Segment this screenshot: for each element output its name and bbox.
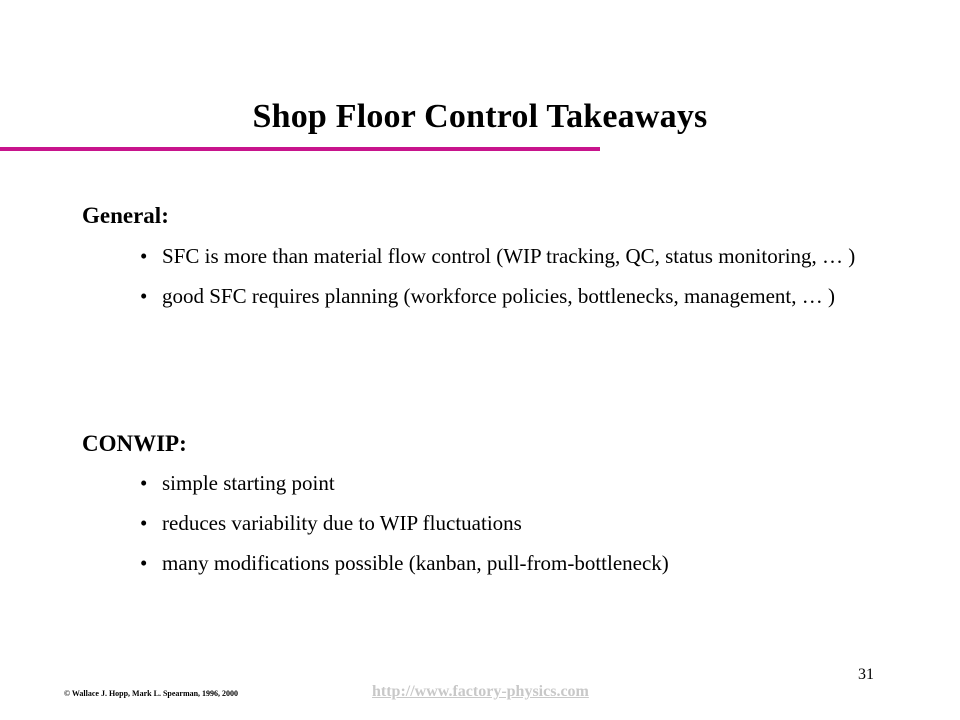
- list-item: [140, 242, 900, 270]
- title-underline: [0, 147, 600, 151]
- slide-title: Shop Floor Control Takeaways: [252, 98, 708, 135]
- bullet-icon: •: [140, 551, 148, 575]
- section-heading-general: General:: [82, 203, 169, 228]
- bullet-text: SFC is more than material flow control (WIP tracking, QC, status monitoring, … ): [162, 244, 856, 268]
- bullet-list-general: [140, 242, 900, 322]
- page-number: 31: [858, 666, 874, 683]
- list-item: [140, 282, 900, 310]
- section-heading-conwip: CONWIP:: [82, 431, 187, 456]
- bullet-icon: •: [140, 471, 148, 495]
- list-item: [140, 469, 900, 497]
- list-item: [140, 509, 900, 537]
- bullet-text: good SFC requires planning (workforce policies, bottlenecks, management, … ): [162, 284, 836, 308]
- factory-physics-link[interactable]: http://www.factory-physics.com: [372, 683, 589, 700]
- bullet-icon: •: [140, 511, 148, 535]
- bullet-text: simple starting point: [162, 471, 335, 495]
- bullet-text: reduces variability due to WIP fluctuations: [162, 511, 522, 535]
- copyright-notice: © Wallace J. Hopp, Mark L. Spearman, 1996, 2000: [64, 689, 239, 698]
- bullet-icon: •: [140, 244, 148, 268]
- bullet-icon: •: [140, 284, 148, 308]
- list-item: [140, 549, 900, 577]
- bullet-text: many modifications possible (kanban, pull-from-bottleneck): [162, 551, 669, 575]
- bullet-list-conwip: [140, 469, 900, 589]
